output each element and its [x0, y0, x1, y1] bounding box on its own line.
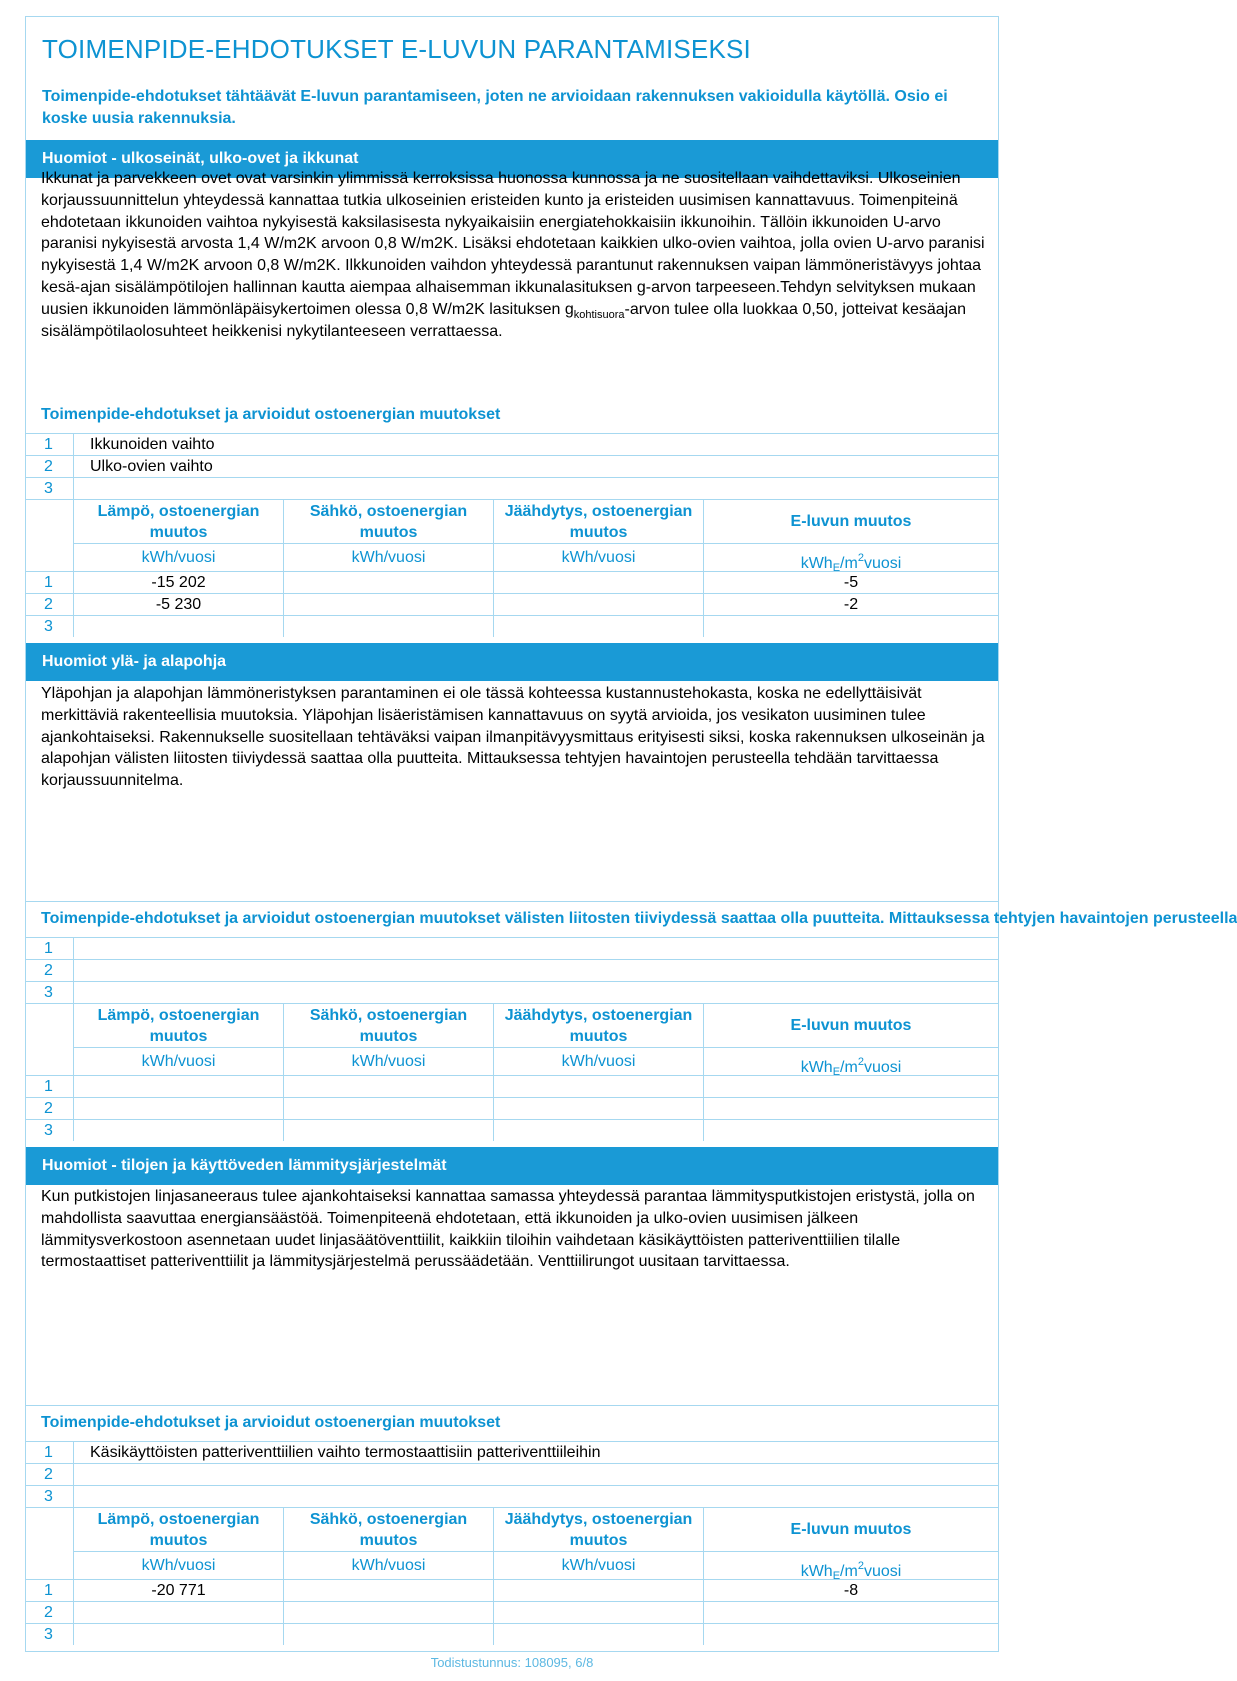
measures-table-walls: [26, 433, 998, 637]
measure-label: Ikkunoiden vaihto: [90, 436, 215, 453]
page-title: TOIMENPIDE-EHDOTUKSET E-LUVUN PARANTAMISEKSI: [42, 34, 751, 64]
value-row: 3: [26, 615, 998, 637]
electricity-header: Sähkö, ostoenergian muutos: [284, 500, 493, 544]
section-band-roof-floor: Huomiot ylä- ja alapohja: [26, 643, 998, 681]
measures-table-heating: [26, 1441, 998, 1645]
electricity-header: Sähkö, ostoenergian muutos: [284, 1508, 493, 1552]
divider: [26, 1405, 998, 1406]
divider: [26, 901, 998, 902]
heat-header: Lämpö, ostoenergian muutos: [74, 1004, 283, 1048]
value-row: 2: [26, 1097, 998, 1119]
value-row: 1 -20 771 -8: [26, 1579, 998, 1601]
value-row: 2: [26, 1601, 998, 1623]
section-band-heating: Huomiot - tilojen ja käyttöveden lämmitysjärjestelmät: [26, 1147, 998, 1185]
section-body-walls: Ikkunat ja parvekkeen ovet ovat varsinkin ylimmissä kerroksissa huonossa kunnossa ja ne suositellaan vaihdettaviksi. Ulkoseinien korjaussuunnittelun yhteydessä kannattaa tutkia ulkoseinien eristeiden kunto ja eristeiden uusimisen kannattavuus. Toimenpiteinä ehdotetaan ikkunoiden vaihtoa nykyisestä kaksilasisesta nykyaikaisiin energiatehokkaisiin ikkunoihin. Tällöin ikkunoiden U-arvo paranisi nykyisestä arvosta 1,4 W/m2K arvoon 0,8 W/m2K. Lisäksi ehdotetaan kaikkien ulko-ovien vaihtoa, jolla ovien U-arvo paranisi nykyisestä 1,4 W/m2K arvoon 0,8 W/m2K. Ilkkunoiden vaihdon yhteydessä parantunut rakennuksen vaipan lämmöneristävyys johtaa kesä-ajan sisälämpötilojen hallinnan kautta aiempaa alhaisemman ikkunalasituksen g-arvon tarpeeseen.Tehdyn selvityksen mukaan uusien ikkunoiden lämmönläpäisykertoimen olessa 0,8 W/m2K lasituksen $g_{kohtisuora}$-arvon tulee olla luokkaa 0,50, jotteivat kesäajan sisälämpötilaolosuhteet heikkenisi nykytilanteeseen verrattaessa.: [41, 170, 985, 340]
value-row: 1 -15 202 -5: [26, 571, 998, 593]
measures-table-roof-floor: [26, 937, 998, 1141]
intro-text: Toimenpide-ehdotukset tähtäävät E-luvun parantamiseen, joten ne arvioidaan rakennuksen vakioidulla käytöllä. Osio ei koske uusia rakennuksia.: [42, 88, 948, 127]
measure-row: 2 Ulko-ovien vaihto: [26, 455, 998, 477]
section-band-walls: Huomiot - ulkoseinät, ulko-ovet ja ikkunat: [26, 140, 998, 178]
section-body-roof-floor: Yläpohjan ja alapohjan lämmöneristyksen parantaminen ei ole tässä kohteessa kustannustehokasta, koska ne edellyttäisivät merkittäviä rakenteellisia muutoksia. Yläpohjan lisäeristämisen kannattavuus on syytä arvioida, jos vesikaton uusiminen tulee ajankohtaiseksi. Rakennukselle suositellaan tehtäväksi vaipan ilmanpitävyysmittaus erityisesti siksi, koska rakennuksen ulkoseinän ja alapohjan välisten liitosten tiiviydessä saattaa olla puutteita. Mittauksessa tehtyjen havaintojen perusteella tehdään tarvittaessa korjaussuunnitelma.: [41, 685, 985, 790]
table-title-walls: Toimenpide-ehdotukset ja arvioidut ostoenergian muutokset: [41, 406, 501, 423]
heat-header: Lämpö, ostoenergian muutos: [74, 1508, 283, 1552]
table-title-heating: Toimenpide-ehdotukset ja arvioidut ostoenergian muutokset: [41, 1414, 501, 1431]
table-title-roof-floor: Toimenpide-ehdotukset ja arvioidut ostoenergian muutokset välisten liitosten tiiviydessä saattaa olla puutteita. Mittauksessa tehtyjen havaintojen perusteella: [41, 910, 1237, 927]
measure-row: 3: [26, 1485, 998, 1507]
cooling-header: Jäähdytys, ostoenergian muutos: [494, 500, 703, 544]
electricity-header: Sähkö, ostoenergian muutos: [284, 1004, 493, 1048]
cooling-header: Jäähdytys, ostoenergian muutos: [494, 1004, 703, 1048]
measure-row: 1: [26, 937, 998, 959]
eluku-header: E-luvun muutos: [704, 1004, 998, 1048]
value-row: 1: [26, 1075, 998, 1097]
heat-header: Lämpö, ostoenergian muutos: [74, 500, 283, 544]
eluku-header: E-luvun muutos: [704, 500, 998, 544]
measure-row: 3: [26, 477, 998, 499]
cooling-header: Jäähdytys, ostoenergian muutos: [494, 1508, 703, 1552]
measure-label: Käsikäyttöisten patteriventtiilien vaihto termostaattisiin patteriventtiileihin: [90, 1444, 601, 1461]
value-row: 2 -5 230 -2: [26, 593, 998, 615]
footer-certificate-id: Todistustunnus: 108095, 6/8: [430, 1655, 594, 1670]
values-header: Lämpö, ostoenergian muutos kWh/vuosi Sähkö, ostoenergian muutos kWh/vuosi Jäähdytys, ostoenergian muutos kWh/vuosi E-luvun muutos $kWh_E/m^2vuosi$: [26, 1507, 998, 1579]
measure-row: 2: [26, 1463, 998, 1485]
measure-row: 1 Käsikäyttöisten patteriventtiilien vaihto termostaattisiin patteriventtiileihin: [26, 1441, 998, 1463]
values-header: Lämpö, ostoenergian muutos kWh/vuosi Sähkö, ostoenergian muutos kWh/vuosi Jäähdytys, ostoenergian muutos kWh/vuosi E-luvun muutos $kWh_E/m^2vuosi$: [26, 1003, 998, 1075]
measure-row: 1 Ikkunoiden vaihto: [26, 433, 998, 455]
section-body-heating: Kun putkistojen linjasaneeraus tulee ajankohtaiseksi kannattaa samassa yhteydessä parantaa lämmitysputkistojen eristystä, jolla on mahdollista saavuttaa energiansäästöä. Toimenpiteenä ehdotetaan, että ikkunoiden ja ulko-ovien uusimisen jälkeen lämmitysverkostoon asennetaan uudet linjasäätöventtiilit, kaikkiin tiloihin vaihdetaan käsikäyttöisten patteriventtiilien tilalle termostaattiset patteriventtiilit ja lämmitysjärjestelmä perussäädetään. Venttiilirungot uusitaan tarvittaessa.: [41, 1188, 975, 1271]
measure-row: 2: [26, 959, 998, 981]
value-row: 3: [26, 1119, 998, 1141]
measure-row: 3: [26, 981, 998, 1003]
measure-label: Ulko-ovien vaihto: [90, 458, 213, 475]
value-row: 3: [26, 1623, 998, 1645]
eluku-header: E-luvun muutos: [704, 1508, 998, 1552]
values-header: Lämpö, ostoenergian muutos kWh/vuosi Sähkö, ostoenergian muutos kWh/vuosi Jäähdytys, ostoenergian muutos kWh/vuosi E-luvun muutos $kWh_E/m^2vuosi$: [26, 499, 998, 571]
